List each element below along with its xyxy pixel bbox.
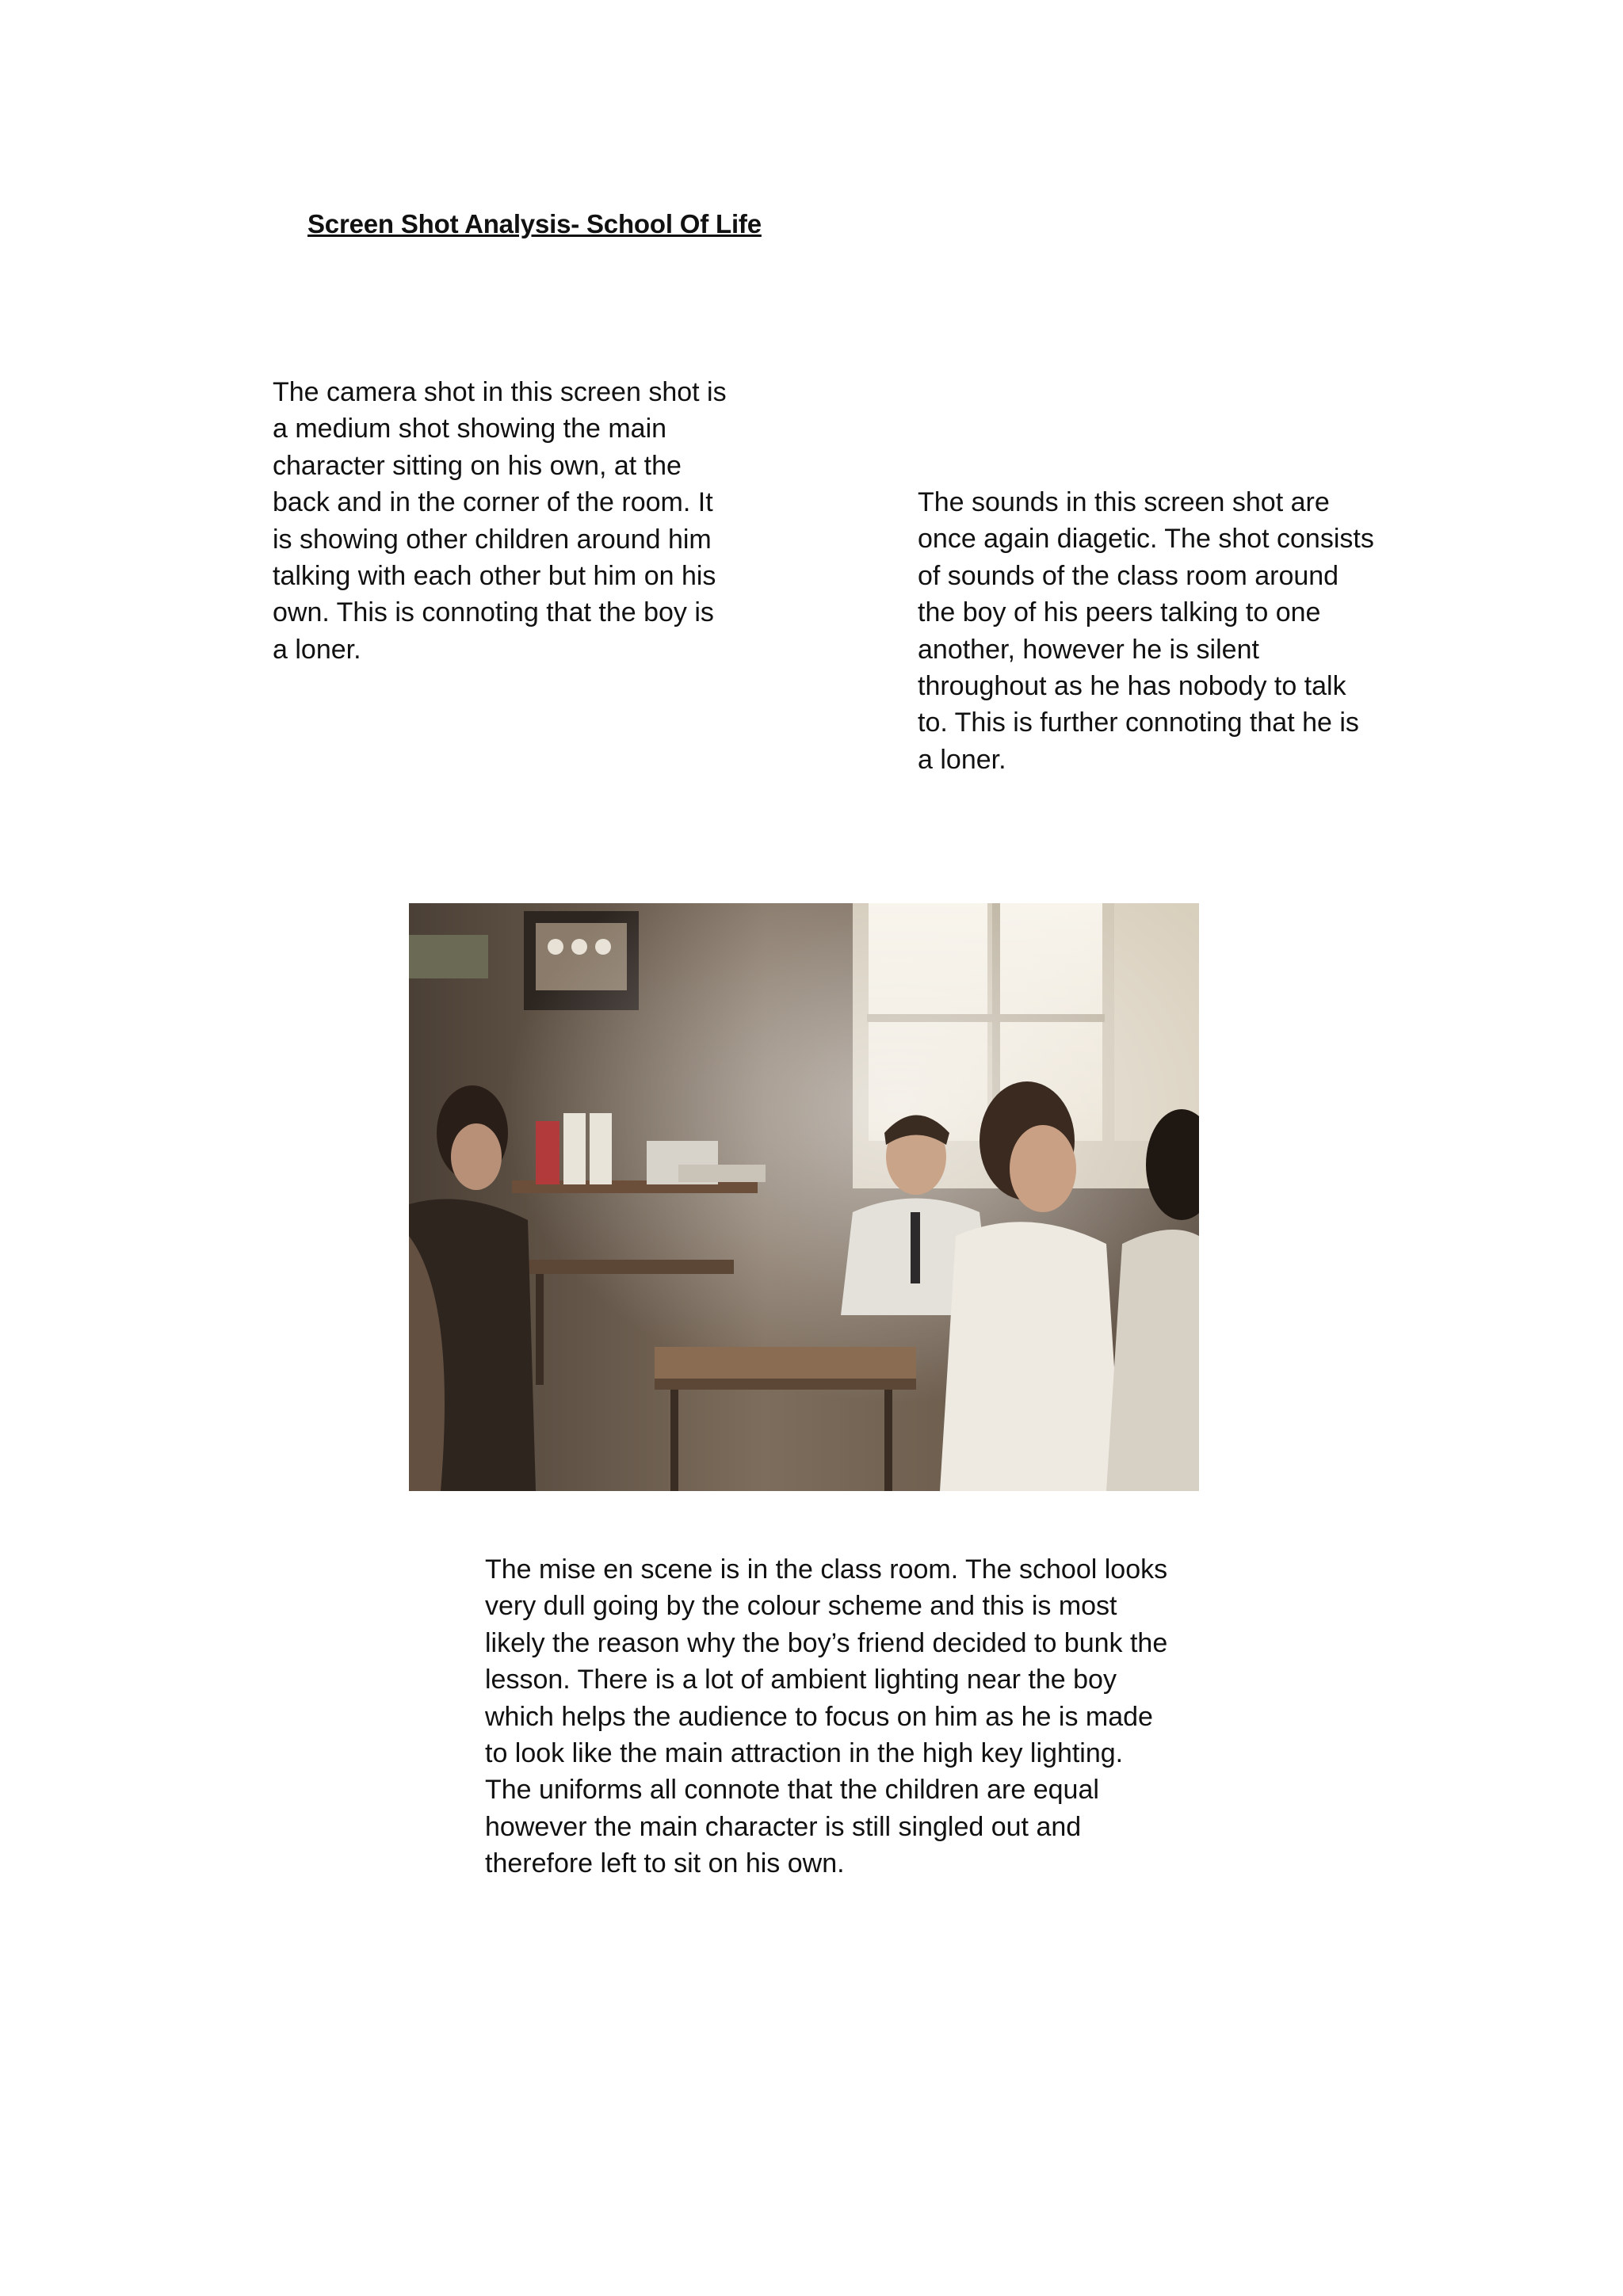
mise-en-scene-paragraph: The mise en scene is in the class room. The school looks very dull going by the colour scheme and this is most likely the reason why the boy’s friend decided to bunk the lesson. There is a lot of ambient lighting near the boy which helps the audience to focus on him as he is made to look like the main attraction in the high key lighting. The uniforms all connote that the children are equal however the main character is still singled out and therefore left to sit on his own. xyxy=(485,1554,1168,1879)
classroom-film-still xyxy=(409,903,1199,1491)
camera-shot-paragraph: The camera shot in this screen shot is a medium shot showing the main character sitting on his own, at the back and in the corner of the room. It is showing other children around him talking with each other but him on his own. This is connoting that the boy is a loner. xyxy=(273,377,727,665)
sound-paragraph: The sounds in this screen shot are once again diagetic. The shot consists of sounds of the class room around the boy of his peers talking to one another, however he is silent throughout as he has nobody to talk to. This is further connoting that he is a loner. xyxy=(918,487,1374,775)
page-title: Screen Shot Analysis- School Of Life xyxy=(307,209,762,238)
